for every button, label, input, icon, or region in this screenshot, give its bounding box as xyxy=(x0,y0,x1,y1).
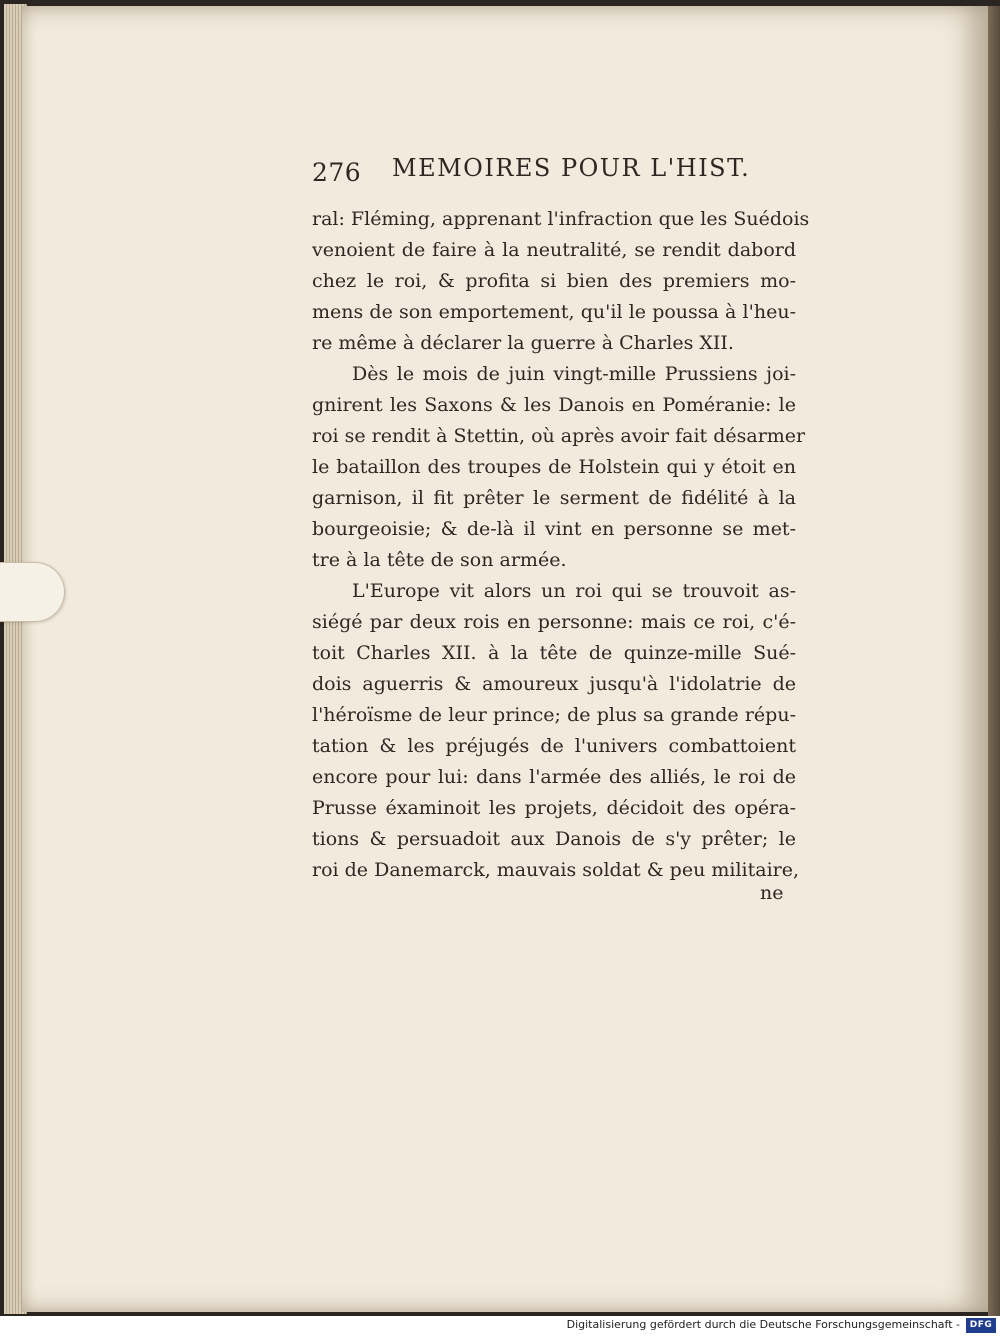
text-line: encore pour lui: dans l'armée des alliés, le roi de xyxy=(312,766,796,788)
text-line: ral: Fléming, apprenant l'infraction que les Suédois xyxy=(312,208,810,230)
text-line: tions & persuadoit aux Danois de s'y prêter; le xyxy=(312,828,796,850)
text-line: roi se rendit à Stettin, où après avoir fait désarmer xyxy=(312,425,806,447)
text-line: gnirent les Saxons & les Danois en Poméranie: le xyxy=(312,394,796,416)
book-gutter xyxy=(988,6,1000,1316)
text-line: garnison, il fit prêter le serment de fidélité à la xyxy=(312,487,796,509)
page-tab xyxy=(0,562,65,622)
text-line: venoient de faire à la neutralité, se rendit dabord xyxy=(312,239,796,261)
text-line: Prusse éxaminoit les projets, décidoit des opéra- xyxy=(312,797,796,819)
text-line: mens de son emportement, qu'il le poussa à l'heu- xyxy=(312,301,796,323)
page-header xyxy=(312,152,792,188)
text-line: chez le roi, & profita si bien des premiers mo- xyxy=(312,270,796,292)
text-line: toit Charles XII. à la tête de quinze-mille Sué- xyxy=(312,642,796,664)
text-line: tation & les préjugés de l'univers combattoient xyxy=(312,735,796,757)
funding-credit: Digitalisierung gefördert durch die Deutsche Forschungsgemeinschaft - xyxy=(566,1318,960,1331)
text-line: tre à la tête de son armée. xyxy=(312,549,567,571)
text-line: roi de Danemarck, mauvais soldat & peu militaire, xyxy=(312,859,800,881)
text-line: siégé par deux rois en personne: mais ce roi, c'é- xyxy=(312,611,796,633)
body-text xyxy=(312,204,810,886)
text-line: re même à déclarer la guerre à Charles XII. xyxy=(312,332,734,354)
text-line: bourgeoisie; & de-là il vint en personne se met- xyxy=(312,518,796,540)
catchword: ne xyxy=(760,882,784,904)
text-line: Dès le mois de juin vingt-mille Prussiens joi- xyxy=(352,363,796,385)
footer-bar xyxy=(0,1316,1000,1336)
text-line: L'Europe vit alors un roi qui se trouvoit as- xyxy=(352,580,796,602)
text-line: l'héroïsme de leur prince; de plus sa grande répu- xyxy=(312,704,796,726)
text-line: le bataillon des troupes de Holstein qui y étoit en xyxy=(312,456,796,478)
page-number: 276 xyxy=(312,158,362,187)
running-head: MEMOIRES POUR L'HIST. xyxy=(392,154,751,182)
dfg-logo-icon: DFG xyxy=(966,1318,996,1333)
text-line: dois aguerris & amoureux jusqu'à l'idolatrie de xyxy=(312,673,796,695)
